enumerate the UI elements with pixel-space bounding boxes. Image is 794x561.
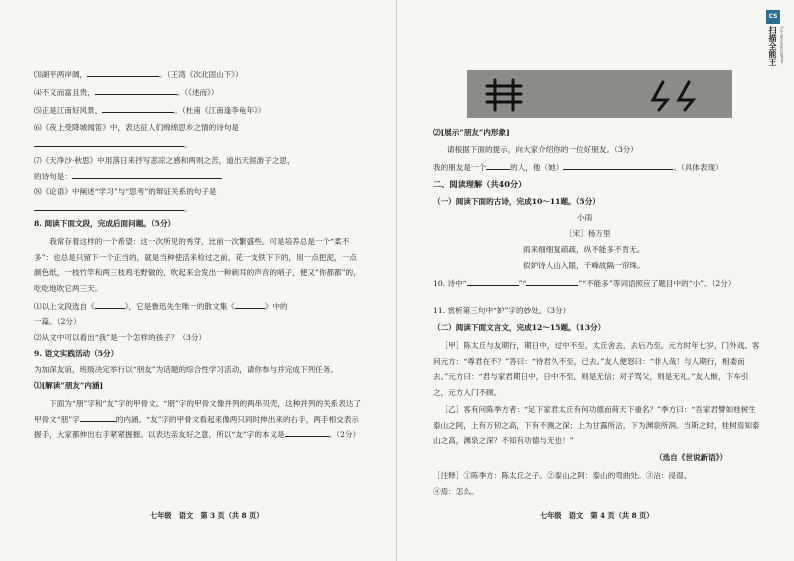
sub-q1-score: 一篇。（2分）: [34, 317, 81, 326]
task1-part1: 下面为“朋”字和“友”字的甲骨文。“朋”字的甲骨文像并列的两串贝壳，这种并列的关系表达了甲骨文“朋”字: [34, 399, 362, 424]
sub-q2-prompt: ⑵从文中可以看出“我”是一个怎样的孩子？（3分）: [34, 333, 207, 342]
question-line: [34, 202, 192, 214]
q7-prompt: ⑺《天净沙·秋思》中用落日来抒写悲凉之感和两则之苦，道出天涯游子之思，: [34, 156, 295, 165]
answer-blank[interactable]: [235, 300, 265, 309]
answer-blank[interactable]: [72, 170, 222, 179]
question-line: [34, 86, 219, 98]
question-line: [433, 277, 735, 289]
period: 。: [184, 140, 192, 149]
scanner-app-name: 扫描全能王: [768, 26, 777, 66]
question-line: [34, 138, 192, 150]
answer-blank[interactable]: [526, 277, 578, 286]
answer-blank[interactable]: [95, 86, 177, 95]
poem-line-1: 雨来细细复疏疏，纵不能多不肯无。: [523, 245, 645, 254]
poem-title: 小雨: [577, 213, 593, 222]
answer-blank[interactable]: [467, 277, 519, 286]
classical-question-heading: （二）阅读下面文言文，完成12～15题。（13分）: [433, 323, 606, 332]
q5-prompt: ⑸正是江南好风景，: [34, 106, 103, 115]
answer-blank[interactable]: [95, 300, 125, 309]
sub-q1-prompt: ⑴以上文段选自《: [34, 302, 95, 311]
question-line: [34, 170, 222, 182]
passage-jia: ［甲］陈太丘与友期行，期日中，过中不至，太丘舍去，去后乃至。元方时年七岁，门外戏。客问元方：“尊君在不？”答曰：“待君久不至，已去。”友人便怒曰：“非人哉！与人期行，相委而去。”元方曰：“君与家君期日中，日中不至，则是无信；对子骂父，则是无礼。”友人惭，下车引之，元方入门不顾。: [433, 341, 760, 397]
passage-yi: ［乙］客有问陈季方者：“足下家君太丘有何功德而荷天下重名？”季方曰：“吾家君譬如桂树生泰山之阿，上有万仞之高，下有不测之深；上为甘露所沾，下为渊泉所润。当斯之时，桂树焉知泰山之高，渊泉之深？不知有功德与无也！”: [433, 405, 760, 445]
q11-prompt: 11. 赏析第三句中“妒”字的妙处。（3分）: [433, 306, 571, 315]
scanner-watermark: [766, 10, 788, 74]
section2-heading: 二、阅读理解（共40分）: [433, 179, 527, 189]
q8-heading: 8. 阅读下面文段，完成后面问题。（5分）: [34, 219, 176, 228]
scanner-logo-icon: CS: [766, 10, 780, 24]
sub-q1-tail: 》中的: [264, 302, 288, 311]
question-line: [34, 68, 243, 80]
reading-passage: 我常存着这样的一个希望：这一次所见的秀芽，比前一次繁盛些。可是培养总是一个“柔不多”：也总是只留下一个正当的，就是当种使活来检过之前，花一支铁下下的，用一点把泥，一点颜色纸，一枝竹竿和两三枝鸡毛野做的，吹起来会发出一种刺耳的声音的哨子，便又”你都都”的，吃吃地吹它两三天。: [34, 237, 361, 293]
task1-part2: 的内涵。“友”字的甲骨文看起来像两只同时伸出来的右手，两手相交表示握手，大家都伸出右手紧紧握握。以表达亲友好之意，所以“友”字的本义是: [34, 414, 359, 439]
task2-part1: 我的朋友是一个: [433, 163, 487, 172]
q9-intro: 为加深友谊，班级决定举行以“朋友”为话题的综合性学习活动，请你参与并完成下列任务。: [34, 365, 338, 374]
task1-heading: ⑴[解读“朋友”内涵]: [34, 381, 104, 390]
answer-blank[interactable]: [563, 161, 673, 170]
q10-tail: ”“不能多”等词语照应了题目中的“小”。（2分）: [578, 279, 736, 288]
annotation-line-2: ④焉：怎么。: [433, 487, 479, 496]
oracle-bone-glyphs: [467, 70, 732, 118]
q10-part2: ”“: [518, 279, 527, 288]
answer-blank[interactable]: [87, 68, 159, 77]
q4-prompt: ⑷不义而富且贵，: [34, 88, 95, 97]
passage-source: （选自《世说新语》）: [655, 453, 728, 462]
answer-blank[interactable]: [34, 202, 184, 211]
oracle-bone-figure: [467, 70, 732, 118]
question-line: [34, 300, 288, 312]
answer-blank[interactable]: [285, 428, 329, 437]
q8-prompt: ⑻《论语》中阐述“学习”与“思考”的辩证关系的句子是: [34, 187, 217, 196]
answer-blank[interactable]: [102, 104, 174, 113]
poem-author: ［宋］杨万里: [565, 229, 611, 238]
q5-source: 。（杜甫《江南逢李龟年》）: [174, 106, 266, 115]
answer-blank[interactable]: [80, 413, 116, 422]
question-line: [433, 161, 723, 173]
task2-tail: 。（具体表现）: [673, 163, 723, 172]
poem-question-heading: （一）阅读下面的古诗，完成10～11题。（5分）: [433, 197, 600, 206]
task2-instruction: 请根据下面的提示，向大家介绍你的一位好朋友。（3分）: [447, 145, 638, 154]
right-page: [397, 0, 794, 561]
page-footer: 七年级 语文 第 3 页（共 8 页）: [150, 511, 264, 520]
q6-prompt: ⑹《夜上受降城闻笛》中，表达征人们绵绵思乡之情的诗句是: [34, 123, 240, 132]
q3-source: 。（王湾《次北固山下》）: [159, 70, 243, 79]
poem-line-2: 似妒诗人山入眼，千峰故隔一帘珠。: [523, 261, 645, 270]
page-footer: 七年级 语文 第 4 页（共 8 页）: [540, 511, 654, 520]
period: 。: [184, 204, 192, 213]
task2-part2: 的人，他（她）: [510, 163, 564, 172]
q3-prompt: ⑶湖平两岸阔，: [34, 70, 88, 79]
q10-part1: 10. 诗中“: [433, 279, 467, 288]
question-line: [34, 104, 265, 116]
annotation-line-1: ［注释］①陈季方：陈太丘之子。②泰山之阿：泰山的弯曲处。③沾：浸湿。: [433, 471, 692, 480]
q7-label: 的诗句是：: [34, 172, 72, 181]
task1-text: [34, 396, 364, 443]
answer-blank[interactable]: [34, 138, 184, 147]
answer-blank[interactable]: [486, 161, 510, 170]
sub-q1-mid: 》，它是鲁迅先生唯一的散文集《: [124, 302, 235, 311]
scanner-tagline: 3亿人都在用的扫描App: [780, 26, 784, 64]
q4-source: 。（《述而》）: [176, 88, 219, 97]
q9-heading: 9. 语文实践活动（5分）: [34, 349, 119, 358]
task2-heading: ⑵[展示“朋友”内形象]: [433, 128, 510, 137]
task1-score: 。（2分）: [328, 430, 361, 439]
